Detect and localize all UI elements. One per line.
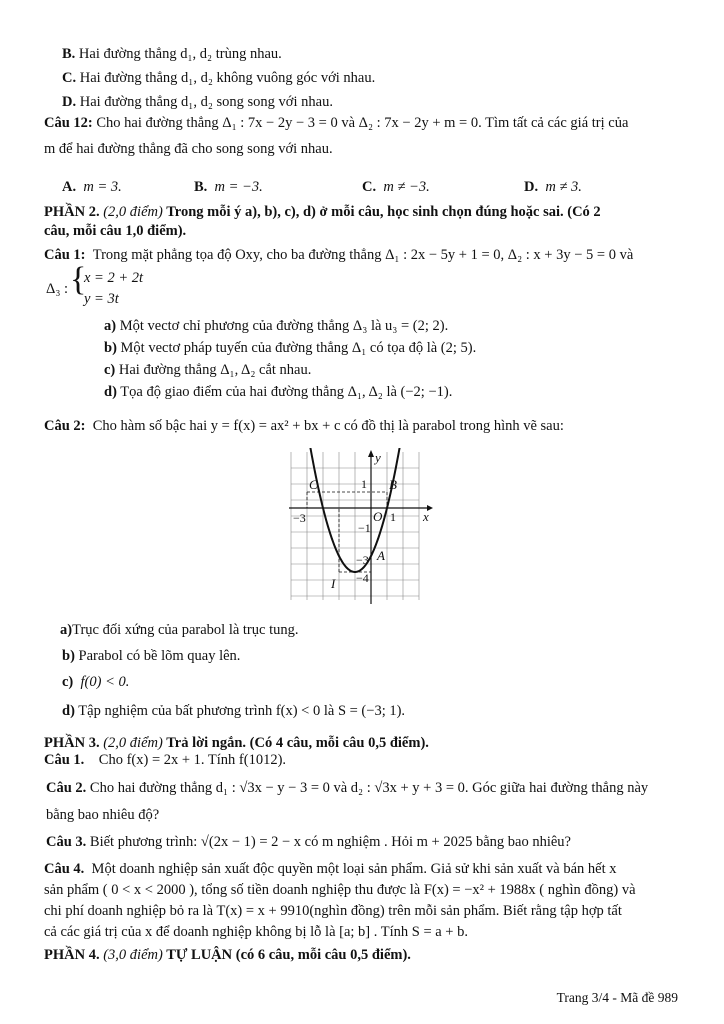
part2-heading — [44, 203, 601, 221]
p2-q2-d — [62, 702, 405, 720]
q12-option-a — [62, 178, 122, 196]
p3-q4-label: Câu 4. — [44, 861, 85, 877]
p2-q1-label: Câu 1: — [44, 247, 86, 263]
p2-q2-text: Cho hàm số bậc hai y = f(x) = ax² + bx + c có đồ thị là parabol trong hình vẽ sau: — [92, 418, 564, 434]
option-label: C. — [62, 70, 77, 86]
p2-q2-b — [62, 647, 240, 665]
prev-option-b — [62, 45, 282, 63]
tick-x-neg3: −3 — [293, 511, 306, 525]
p3-q2-label: Câu 2. — [46, 780, 87, 796]
system-brace: { — [70, 261, 87, 298]
tick-x-1: 1 — [390, 510, 396, 524]
part2-instruction: Trong mỗi ý a), b), c), d) ở mỗi câu, học sinh chọn đúng hoặc sai. (Có 2 — [166, 204, 601, 220]
option-text: m ≠ 3. — [545, 179, 582, 195]
option-text: Hai đường thẳng d₁, d₂ trùng nhau. — [78, 46, 282, 62]
p3-q1 — [44, 751, 286, 769]
page-footer: Trang 3/4 - Mã đề 989 — [556, 990, 678, 1005]
part3-title: PHẦN 3. — [44, 735, 100, 751]
q12-stem: Cho hai đường thẳng Δ₁ : 7x − 2y − 3 = 0 và Δ₂ : 7x − 2y + m = 0. Tìm tất cả các giá trị của — [96, 115, 629, 131]
part2-points: (2,0 điểm) — [103, 204, 163, 220]
item-text: Parabol có bề lõm quay lên. — [78, 648, 241, 664]
item-label: c) — [62, 674, 74, 690]
tick-y-neg1: −1 — [358, 521, 371, 535]
option-label: C. — [362, 179, 377, 195]
part3-points: (2,0 điểm) — [103, 735, 163, 751]
p3-q3-label: Câu 3. — [46, 834, 87, 850]
part3-instruction: Trả lời ngắn. (Có 4 câu, mỗi câu 0,5 điểm). — [166, 735, 429, 751]
p2-q2-c — [62, 673, 129, 691]
item-text: Tọa độ giao điểm của hai đường thẳng Δ₁, Δ₂ là (−2; −1). — [120, 384, 453, 400]
option-text: Hai đường thẳng d₁, d₂ song song với nhau. — [79, 94, 333, 110]
p3-q4-line1 — [44, 860, 616, 878]
option-text: m = 3. — [83, 179, 122, 195]
p3-q3-text: Biết phương trình: √(2x − 1) = 2 − x có m nghiệm . Hỏi m + 2025 bằng bao nhiêu? — [89, 834, 571, 850]
option-label: A. — [62, 179, 77, 195]
item-label: d) — [104, 384, 117, 400]
item-text: f(0) < 0. — [80, 674, 130, 690]
q12-option-c — [362, 178, 430, 196]
system-eq2: y = 3t — [84, 291, 119, 307]
part2-title: PHẦN 2. — [44, 204, 100, 220]
part4-heading — [44, 946, 411, 964]
parabola-graph — [287, 448, 435, 608]
graph-grid — [291, 452, 419, 600]
item-text: Trục đối xứng của parabol là trục tung. — [72, 622, 299, 638]
item-label: d) — [62, 703, 75, 719]
q12-label: Câu 12: — [44, 115, 93, 131]
item-label: a) — [60, 622, 73, 638]
p3-q2 — [46, 779, 648, 797]
part4-points: (3,0 điểm) — [103, 947, 163, 963]
p3-q1-text: Cho f(x) = 2x + 1. Tính f(1012). — [98, 752, 287, 768]
y-axis-label: y — [375, 450, 381, 465]
p3-q4-line3: chi phí doanh nghiệp bỏ ra là T(x) = x + 9910(nghìn đồng) trên mỗi sản phẩm. Biết rằng tập hợp tất — [44, 903, 622, 919]
part3-heading — [44, 734, 429, 752]
system-eq1: x = 2 + 2t — [84, 270, 144, 286]
tick-y-neg3: −3 — [356, 553, 369, 567]
option-text: Hai đường thẳng d₁, d₂ không vuông góc với nhau. — [79, 70, 376, 86]
p2-q2-label: Câu 2: — [44, 418, 86, 434]
q12-option-b — [194, 178, 263, 196]
item-label: c) — [104, 362, 116, 378]
p2-q2-a — [60, 621, 298, 639]
item-text: Một vectơ chỉ phương của đường thẳng Δ₃ là u₃ = (2; 2). — [119, 318, 449, 334]
option-label: B. — [194, 179, 208, 195]
option-label: D. — [524, 179, 539, 195]
tick-y-neg4: −4 — [356, 571, 369, 585]
point-b-label: B — [389, 477, 397, 492]
item-label: b) — [62, 648, 75, 664]
p2-q1-d — [104, 383, 452, 401]
option-label: D. — [62, 94, 77, 110]
item-text: Tập nghiệm của bất phương trình f(x) < 0 là S = (−3; 1). — [78, 703, 406, 719]
p3-q4-line2: sản phẩm ( 0 < x < 2000 ), tổng số tiền doanh nghiệp thu được là F(x) = −x² + 1988x ( nghìn đồng) và — [44, 882, 636, 898]
p2-q1-stem — [44, 246, 633, 264]
point-i-label: I — [331, 576, 336, 591]
p3-q2-text: Cho hai đường thẳng d₁ : √3x − y − 3 = 0 và d₂ : √3x + y + 3 = 0. Góc giữa hai đường thẳng này — [89, 780, 649, 796]
part4-title: PHẦN 4. — [44, 947, 100, 963]
option-text: m ≠ −3. — [383, 179, 430, 195]
q12-option-d — [524, 178, 582, 196]
y-axis-arrow — [368, 450, 374, 457]
item-text: Một vectơ pháp tuyến của đường thẳng Δ₁ có tọa độ là (2; 5). — [120, 340, 477, 356]
part4-instruction: TỰ LUẬN (có 6 câu, mỗi câu 0,5 điểm). — [166, 947, 411, 963]
origin-label: O — [373, 509, 383, 524]
p3-q4-line4: cả các giá trị của x để doanh nghiệp không bị lỗ là [a; b] . Tính S = a + b. — [44, 924, 468, 940]
p3-q3 — [46, 833, 571, 851]
p2-q1-c — [104, 361, 311, 379]
item-label: b) — [104, 340, 117, 356]
p3-q2-line2: bằng bao nhiêu độ? — [46, 807, 160, 823]
x-axis-label: x — [423, 509, 429, 524]
item-label: a) — [104, 318, 117, 334]
p2-q1-b — [104, 339, 476, 357]
point-a-label: A — [377, 548, 385, 563]
tick-y-1: 1 — [361, 477, 367, 491]
part2-heading-line2: câu, mỗi câu 1,0 điểm). — [44, 223, 187, 239]
prev-option-c — [62, 69, 375, 87]
p3-q4-text: Một doanh nghiệp sản xuất độc quyền một loại sản phẩm. Giả sử khi sản xuất và bán hết x — [91, 861, 617, 877]
p2-q1-a — [104, 317, 448, 335]
q12-line1 — [44, 114, 628, 132]
item-text: Hai đường thẳng Δ₁, Δ₂ cắt nhau. — [118, 362, 312, 378]
prev-option-d — [62, 93, 333, 111]
p2-q1-text: Trong mặt phẳng tọa độ Oxy, cho ba đường thẳng Δ₁ : 2x − 5y + 1 = 0, Δ₂ : x + 3y − 5 = 0 và — [92, 247, 634, 263]
point-c-label: C — [309, 477, 318, 492]
p3-q1-label: Câu 1. — [44, 752, 85, 768]
p2-q2-stem — [44, 417, 564, 435]
p2-q1-delta3: Δ₃ : — [46, 281, 69, 297]
option-label: B. — [62, 46, 76, 62]
option-text: m = −3. — [214, 179, 263, 195]
q12-line2: m để hai đường thẳng đã cho song song với nhau. — [44, 141, 333, 157]
